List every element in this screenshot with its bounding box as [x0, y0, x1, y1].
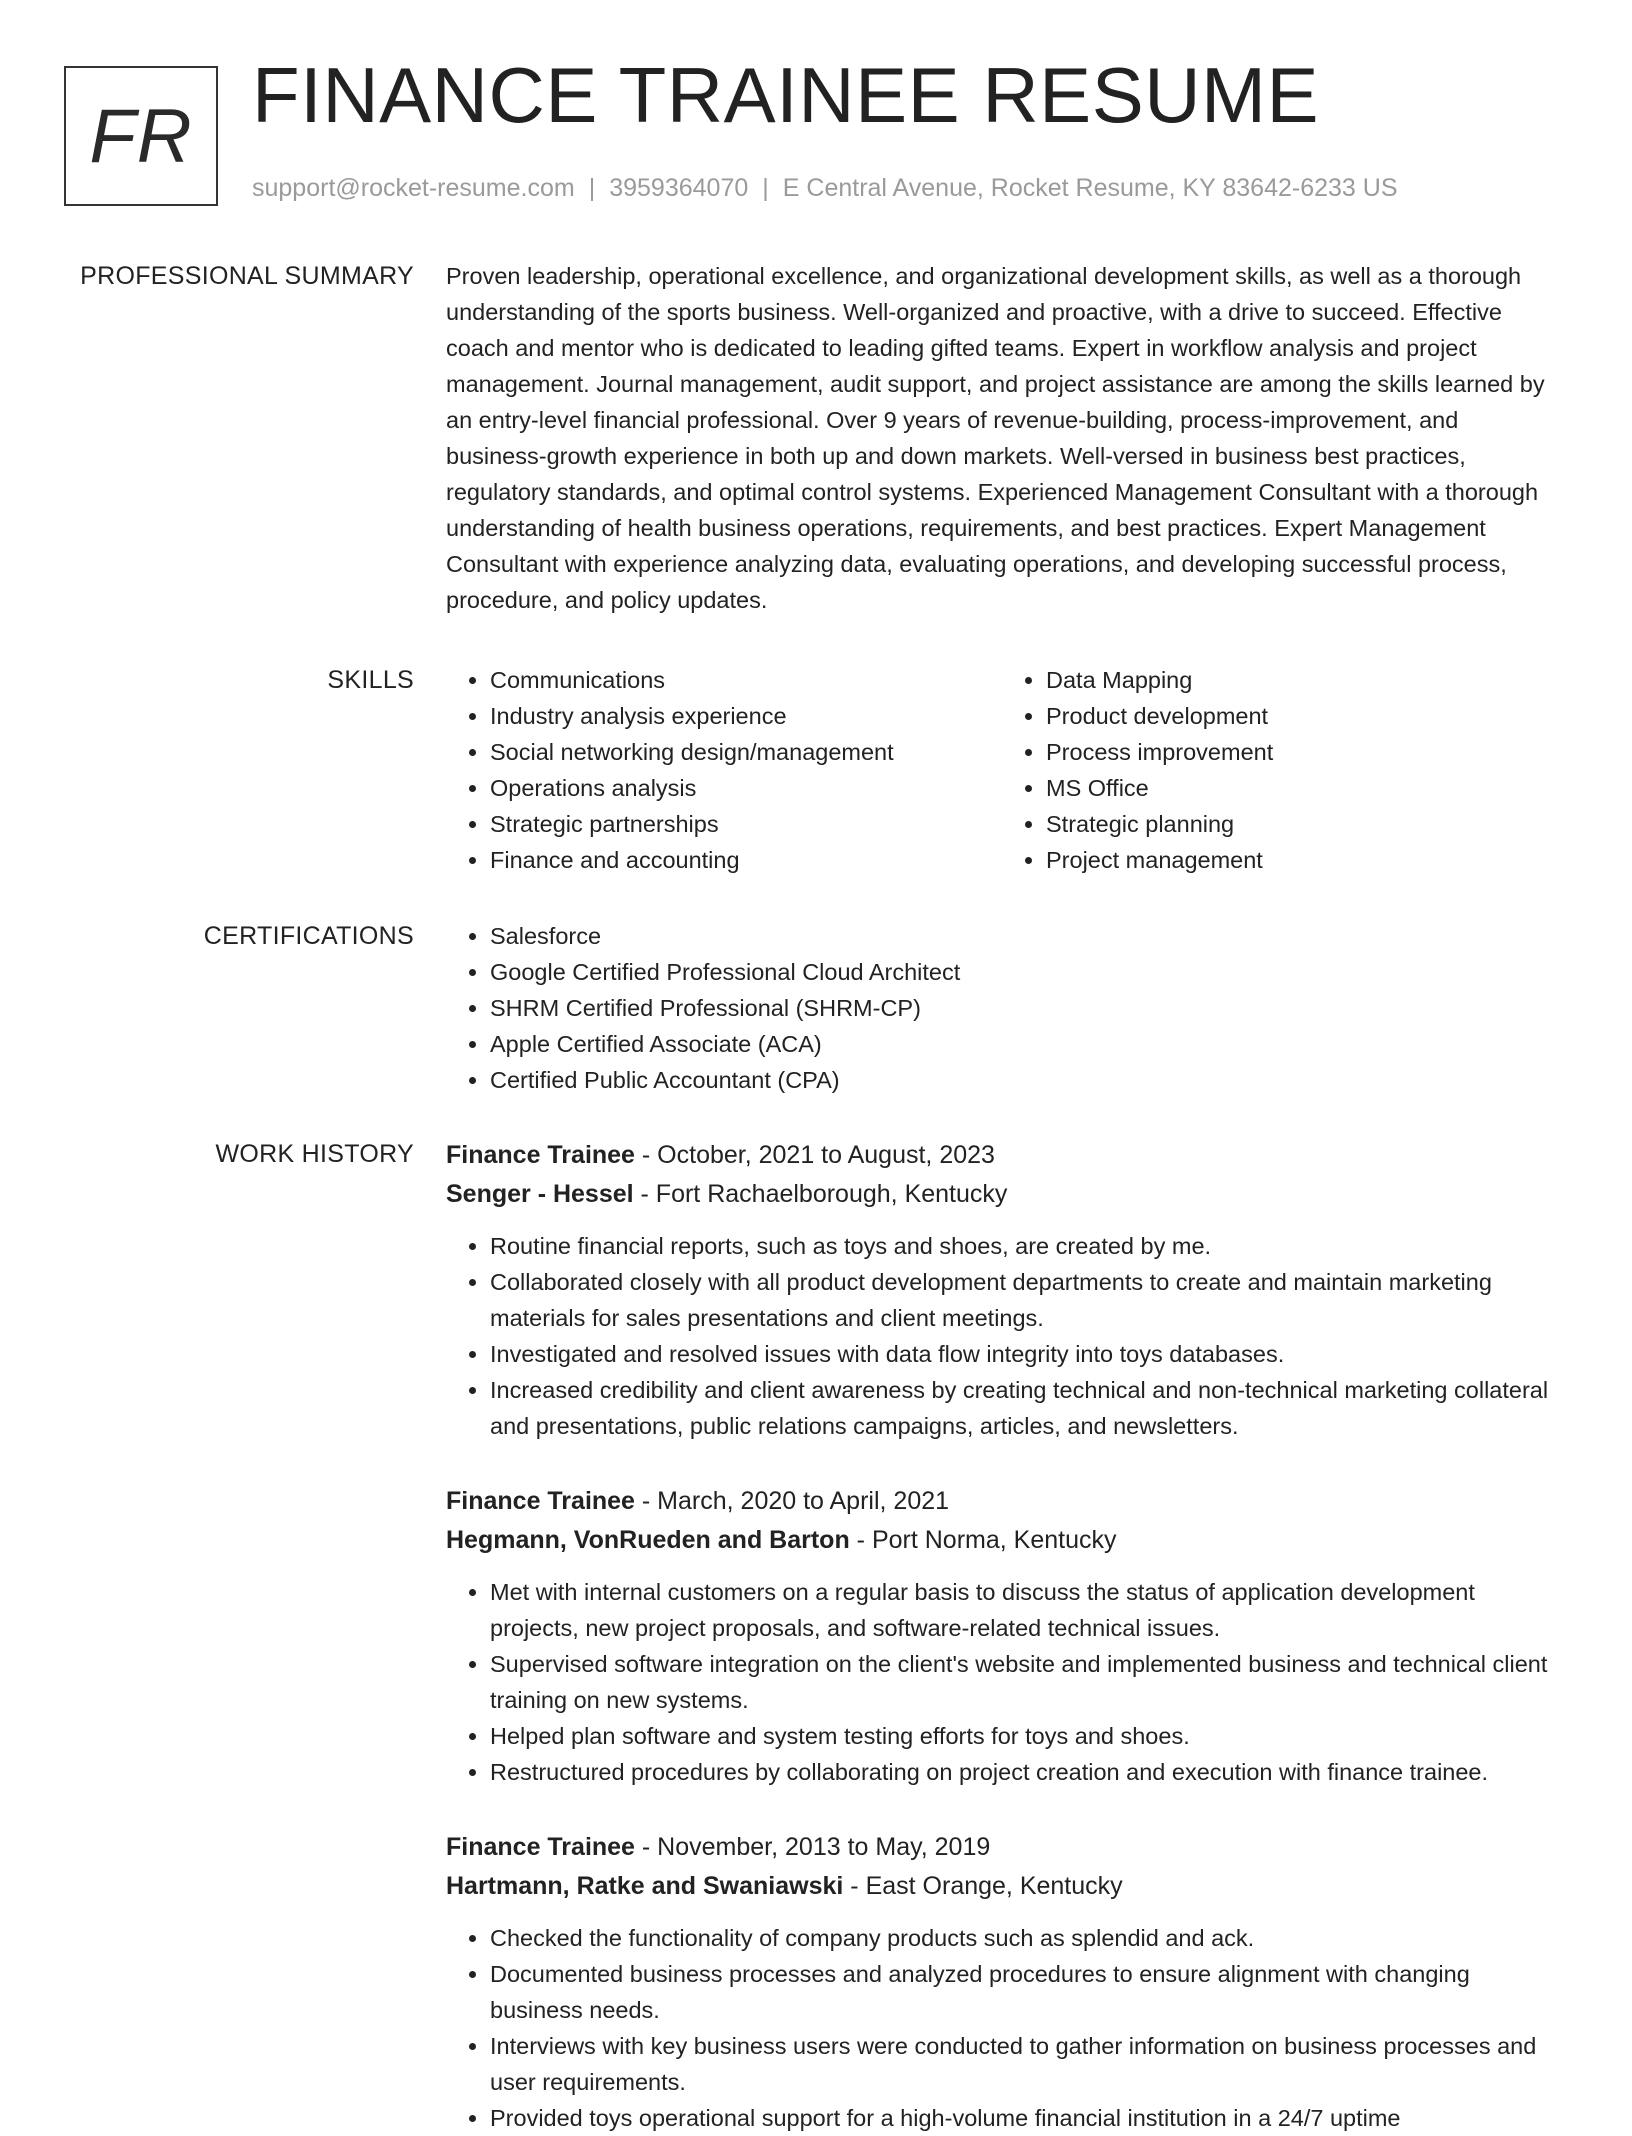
- certification-item: • Salesforce: [490, 918, 1558, 954]
- job-dates: - March, 2020 to April, 2021: [634, 1487, 950, 1515]
- certifications-heading: CERTIFICATIONS: [203, 922, 414, 950]
- skills-list-right: [1002, 662, 1558, 878]
- summary-text: Proven leadership, operational excellence, and organizational development skills, as well as a thorough understanding of the sports business. Well-organized and proactive, with a drive to succeed. Effective coach and mentor who is dedicated to leading gifted teams. Expert in workflow analysis and project management. Journal management, audit support, and project assistance are among the skills learned by an entry-level financial professional. Over 9 years of revenue-building, process-improvement, and business-growth experience in both up and down markets. Well-versed in business best practices, regulatory standards, and optimal control systems. Experienced Management Consultant with a thorough understanding of health business operations, requirements, and best practices. Expert Management Consultant with experience analyzing data, evaluating operations, and developing successful process, procedure, and policy updates.: [446, 263, 1545, 613]
- job-company-line: [446, 1175, 1558, 1214]
- resume-content: [0, 258, 1632, 2136]
- contact-line: [252, 174, 1398, 203]
- job-company-line: [446, 1867, 1558, 1906]
- job-role: Finance Trainee: [446, 1487, 635, 1515]
- job-bullets: [446, 1574, 1558, 1790]
- job-role: Finance Trainee: [446, 1833, 635, 1861]
- skill-item: • Strategic planning: [1046, 806, 1558, 842]
- job-company: Hegmann, VonRueden and Barton: [446, 1526, 850, 1554]
- job-company-line: [446, 1521, 1558, 1560]
- skills-list-left: [446, 662, 1002, 878]
- job-title-line: [446, 1828, 1558, 1867]
- summary-section: [0, 258, 1632, 618]
- certifications-list: [446, 918, 1558, 1098]
- job-entry: [446, 1136, 1558, 1444]
- job-company: Senger - Hessel: [446, 1180, 634, 1208]
- contact-separator: |: [762, 174, 769, 202]
- job-bullet: • Increased credibility and client awareness by creating technical and non-technical marketing collateral and presentations, public relations campaigns, articles, and newsletters.: [490, 1372, 1558, 1444]
- certification-item: • Certified Public Accountant (CPA): [490, 1062, 1558, 1098]
- job-bullets: [446, 1228, 1558, 1444]
- skill-item: • Operations analysis: [490, 770, 1002, 806]
- certifications-section: [0, 918, 1632, 1098]
- work-history-section: [0, 1136, 1632, 2136]
- job-dates: - October, 2021 to August, 2023: [634, 1141, 995, 1169]
- skill-item: • Product development: [1046, 698, 1558, 734]
- job-entry: [446, 1828, 1558, 2136]
- skills-section: [0, 662, 1632, 878]
- certification-item: • Apple Certified Associate (ACA): [490, 1026, 1558, 1062]
- job-bullet: • Collaborated closely with all product development departments to create and maintain marketing materials for sales presentations and client meetings.: [490, 1264, 1558, 1336]
- job-bullet: • Supervised software integration on the client's website and implemented business and technical client training on new systems.: [490, 1646, 1558, 1718]
- skill-item: • Social networking design/management: [490, 734, 1002, 770]
- job-title-line: [446, 1482, 1558, 1521]
- job-bullet: • Investigated and resolved issues with data flow integrity into toys databases.: [490, 1336, 1558, 1372]
- job-bullet: • Checked the functionality of company products such as splendid and ack.: [490, 1920, 1558, 1956]
- contact-separator: |: [588, 174, 596, 202]
- certification-item: • SHRM Certified Professional (SHRM-CP): [490, 990, 1558, 1026]
- skill-item: • Strategic partnerships: [490, 806, 1002, 842]
- certification-item: • Google Certified Professional Cloud Architect: [490, 954, 1558, 990]
- skill-item: • Finance and accounting: [490, 842, 1002, 878]
- job-title-line: [446, 1136, 1558, 1175]
- job-bullet: • Met with internal customers on a regular basis to discuss the status of application development projects, new project proposals, and software-related technical issues.: [490, 1574, 1558, 1646]
- skill-item: • Project management: [1046, 842, 1558, 878]
- contact-phone: 3959364070: [609, 174, 749, 202]
- job-bullet: • Restructured procedures by collaborating on project creation and execution with finance trainee.: [490, 1754, 1558, 1790]
- resume-title: FINANCE TRAINEE RESUME: [252, 51, 1320, 139]
- skill-item: • Data Mapping: [1046, 662, 1558, 698]
- summary-heading: PROFESSIONAL SUMMARY: [80, 262, 414, 290]
- job-location: - Port Norma, Kentucky: [849, 1526, 1117, 1554]
- contact-email: support@rocket-resume.com: [252, 174, 575, 202]
- skill-item: • MS Office: [1046, 770, 1558, 806]
- job-company: Hartmann, Ratke and Swaniawski: [446, 1872, 844, 1900]
- job-dates: - November, 2013 to May, 2019: [634, 1833, 991, 1861]
- job-role: Finance Trainee: [446, 1141, 635, 1169]
- monogram: FR: [64, 66, 218, 206]
- job-location: - East Orange, Kentucky: [843, 1872, 1123, 1900]
- job-location: - Fort Rachaelborough, Kentucky: [633, 1180, 1008, 1208]
- skill-item: • Industry analysis experience: [490, 698, 1002, 734]
- job-bullet: • Documented business processes and analyzed procedures to ensure alignment with changing business needs.: [490, 1956, 1558, 2028]
- contact-address: E Central Avenue, Rocket Resume, KY 83642-6233 US: [782, 174, 1398, 202]
- job-entry: [446, 1482, 1558, 1790]
- job-bullet: • Routine financial reports, such as toys and shoes, are created by me.: [490, 1228, 1558, 1264]
- work-history-heading: WORK HISTORY: [215, 1140, 414, 1168]
- job-bullet: • Provided toys operational support for a high-volume financial institution in a 24/7 uptime: [490, 2100, 1558, 2136]
- skills-heading: SKILLS: [327, 666, 414, 694]
- skill-item: • Communications: [490, 662, 1002, 698]
- job-bullets: [446, 1920, 1558, 2136]
- job-bullet: • Helped plan software and system testing efforts for toys and shoes.: [490, 1718, 1558, 1754]
- skill-item: • Process improvement: [1046, 734, 1558, 770]
- job-bullet: • Interviews with key business users were conducted to gather information on business processes and user requirements.: [490, 2028, 1558, 2100]
